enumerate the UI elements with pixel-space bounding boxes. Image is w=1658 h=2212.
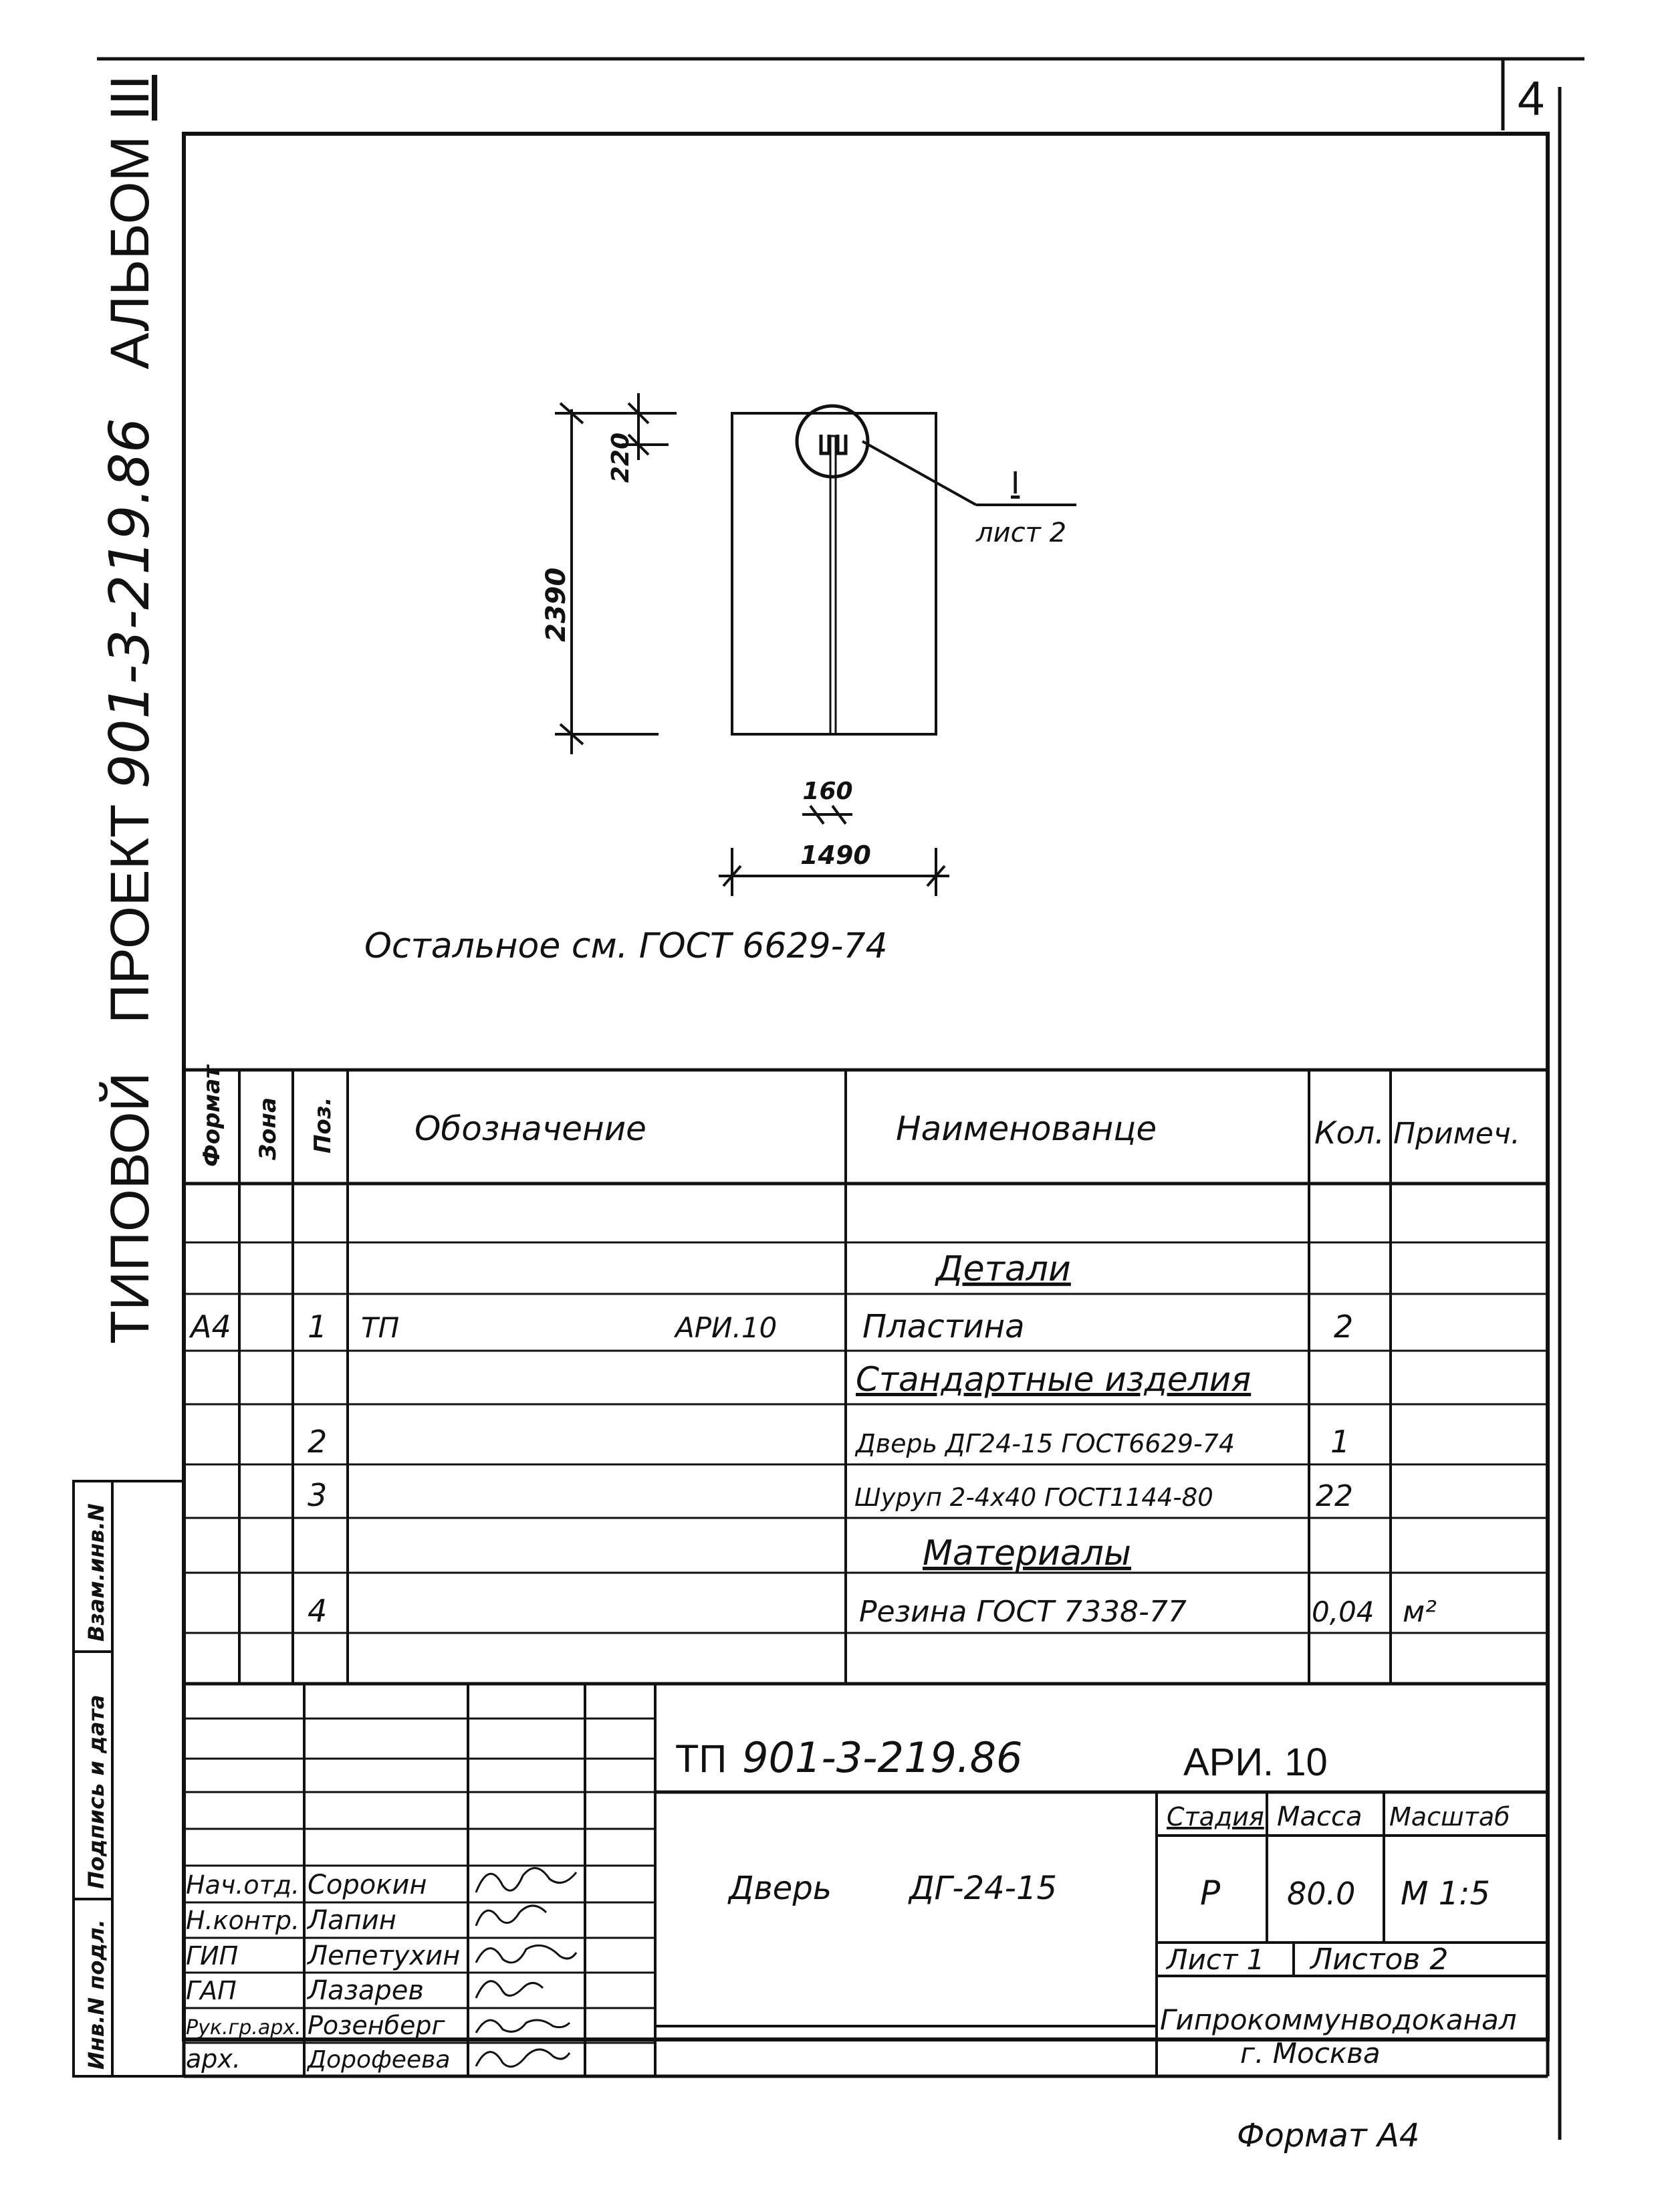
table-row (308, 1593, 1437, 1629)
org-city: г. Москва (1240, 2037, 1381, 2070)
cell-designation-code: АРИ.10 (675, 1311, 778, 1344)
table-row (308, 1424, 1350, 1460)
signature-mark (476, 2050, 570, 2067)
callout-sheet: лист 2 (976, 518, 1067, 548)
signature-name: Сорокин (308, 1870, 427, 1900)
format-label: Формат А4 (1237, 2117, 1420, 2154)
side-title-project-code: 901-3-219.86 (98, 418, 162, 789)
header-designation: Обозначение (414, 1109, 646, 1148)
signature-name: Розенберг (308, 2011, 445, 2040)
signature-row (186, 1975, 543, 2006)
stage-value: Р (1200, 1874, 1221, 1912)
sheet-label: Лист 1 (1167, 1943, 1265, 1976)
cell-name: Дверь ДГ24-15 ГОСТ6629-74 (856, 1429, 1235, 1458)
cell-pos: 1 (308, 1309, 328, 1345)
signature-row (186, 1941, 576, 1971)
mass-value: 80.0 (1287, 1876, 1356, 1912)
section-details: Детали (936, 1249, 1071, 1289)
scale-label: Масштаб (1389, 1802, 1510, 1832)
signature-mark (476, 1906, 546, 1926)
strip-sign-date: Подпись и дата (84, 1694, 109, 1889)
signature-mark (476, 2020, 570, 2033)
scale-value: М 1:5 (1401, 1875, 1490, 1912)
signature-name: Дорофеева (308, 2046, 451, 2074)
sheets-label: Листов 2 (1310, 1943, 1449, 1977)
side-title-project-label: ПРОЕКТ (100, 804, 160, 1024)
signature-role: арх. (186, 2044, 241, 2074)
side-title (98, 75, 162, 1344)
cell-designation-prefix: ТП (361, 1311, 400, 1344)
header-note: Примеч. (1393, 1117, 1520, 1151)
cell-format: А4 (191, 1309, 231, 1345)
header-name: Наименованце (896, 1109, 1157, 1148)
strip-inv-replace: Взам.инв.N (84, 1503, 109, 1642)
cell-name: Шуруп 2-4х40 ГОСТ1144-80 (854, 1483, 1213, 1512)
section-standard: Стандартные изделия (856, 1360, 1252, 1399)
cell-pos: 2 (308, 1424, 328, 1460)
cell-name: Резина ГОСТ 7338-77 (859, 1595, 1187, 1629)
signature-role: ГИП (186, 1941, 239, 1971)
header-format: Формат (199, 1065, 225, 1167)
cell-pos: 4 (308, 1593, 328, 1629)
dim-height-value: 2390 (541, 567, 572, 642)
signature-mark (476, 1981, 543, 1998)
title-sheet-code: АРИ. 10 (1183, 1741, 1328, 1784)
title-code-prefix: ТП (675, 1737, 727, 1781)
signature-name: Лапин (308, 1905, 396, 1936)
signature-row (186, 2044, 570, 2074)
cell-qty: 2 (1334, 1309, 1354, 1345)
cell-qty: 1 (1330, 1424, 1350, 1460)
door-elevation (732, 406, 1076, 734)
cell-qty: 22 (1316, 1479, 1353, 1513)
title-object-name: Дверь (729, 1870, 832, 1907)
signature-name: Лепетухин (308, 1941, 461, 1971)
signature-row (186, 1868, 576, 1900)
signature-row (186, 1905, 546, 1936)
cell-name: Пластина (862, 1308, 1025, 1345)
header-qty: Кол. (1314, 1115, 1385, 1151)
header-zone: Зона (255, 1097, 281, 1160)
side-title-prefix: ТИПОВОЙ (100, 1072, 160, 1344)
signature-name: Лазарев (308, 1975, 424, 2006)
dim-top-value: 220 (607, 432, 634, 483)
table-row (189, 1308, 1353, 1345)
mass-label: Масса (1277, 1801, 1363, 1832)
header-pos: Поз. (310, 1097, 336, 1153)
signature-role: Н.контр. (186, 1906, 300, 1935)
drawing-note: Остальное см. ГОСТ 6629-74 (364, 926, 888, 966)
stage-label: Стадия (1167, 1802, 1264, 1832)
svg-text:ТИПОВОЙ ПРОЕКТ 901 (98, 75, 162, 1344)
section-materials: Материалы (923, 1533, 1131, 1573)
table-row (308, 1477, 1353, 1513)
sheet-number: 4 (1517, 72, 1545, 126)
signature-role: ГАП (186, 1976, 237, 2005)
signature-row (186, 2011, 570, 2040)
dimension-slot (802, 806, 852, 824)
signature-mark (476, 1868, 576, 1892)
signature-mark (476, 1945, 576, 1963)
side-title-album-label: АЛЬБОМ (100, 136, 160, 370)
signature-role: Рук.гр.арх. (186, 2016, 302, 2039)
strip-inv-orig: Инв.N подл. (84, 1919, 109, 2070)
cell-pos: 3 (308, 1477, 328, 1513)
detail-callout-circle (797, 406, 868, 477)
dim-slot-value: 160 (802, 778, 853, 805)
cell-qty: 0,04 (1312, 1595, 1375, 1628)
org-name: Гипрокоммунводоканал (1160, 2003, 1517, 2036)
callout-mark: I (1011, 465, 1020, 501)
signature-role: Нач.отд. (186, 1870, 300, 1900)
title-object-mark: ДГ-24-15 (909, 1870, 1058, 1907)
title-code: 901-3-219.86 (742, 1733, 1023, 1782)
cell-note: м² (1403, 1595, 1437, 1629)
dim-width-value: 1490 (800, 841, 871, 870)
side-title-album-number: III (100, 74, 160, 121)
